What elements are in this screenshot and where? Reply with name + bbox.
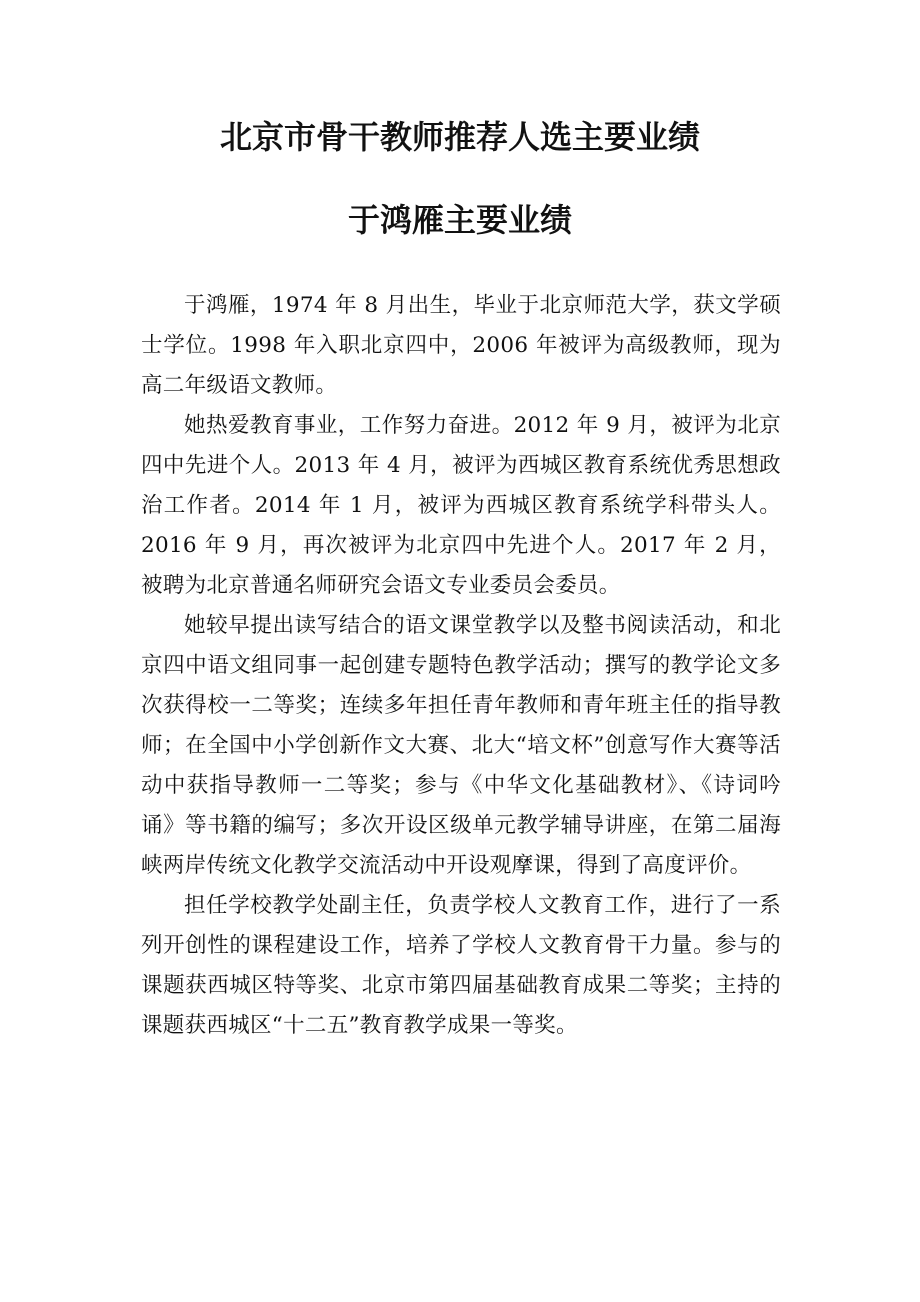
document-title: 北京市骨干教师推荐人选主要业绩 [219,118,700,156]
paragraph-biography: 于鸿雁，1974 年 8 月出生，毕业于北京师范大学，获文学硕士学位。1998 年入职北京四中，2006 年被评为高级教师，现为高二年级语文教师。 [141,293,781,398]
paragraph-teaching-achievements: 她较早提出读写结合的语文课堂教学以及整书阅读活动，和北京四中语文组同事一起创建专题特色教学活动；撰写的教学论文多次获得校一二等奖；连续多年担任青年教师和青年班主任的指导教师；在全国中小学创新作文大赛、北大“培文杯”创意写作大赛等活动中获指导教师一二等奖；参与《中华文化基础教材》、《诗词吟诵》等书籍的编写；多次开设区级单元教学辅导讲座，在第二届海峡两岸传统文化教学交流活动中开设观摩课，得到了高度评价。 [141,613,781,878]
document-body [141,286,781,1046]
paragraph-honors: 她热爱教育事业，工作努力奋进。2012 年 9 月，被评为北京四中先进个人。2013 年 4 月，被评为西城区教育系统优秀思想政治工作者。2014 年 1 月，被评为西城区教育系统学科带头人。2016 年 9 月，再次被评为北京四中先进个人。2017 年 2 月，被聘为北京普通名师研究会语文专业委员会委员。 [141,413,781,598]
paragraph-leadership: 担任学校教学处副主任，负责学校人文教育工作，进行了一系列开创性的课程建设工作，培养了学校人文教育骨干力量。参与的课题获西城区特等奖、北京市第四届基础教育成果二等奖；主持的课题获西城区“十二五”教育教学成果一等奖。 [141,893,781,1038]
document-subtitle: 于鸿雁主要业绩 [347,201,572,239]
